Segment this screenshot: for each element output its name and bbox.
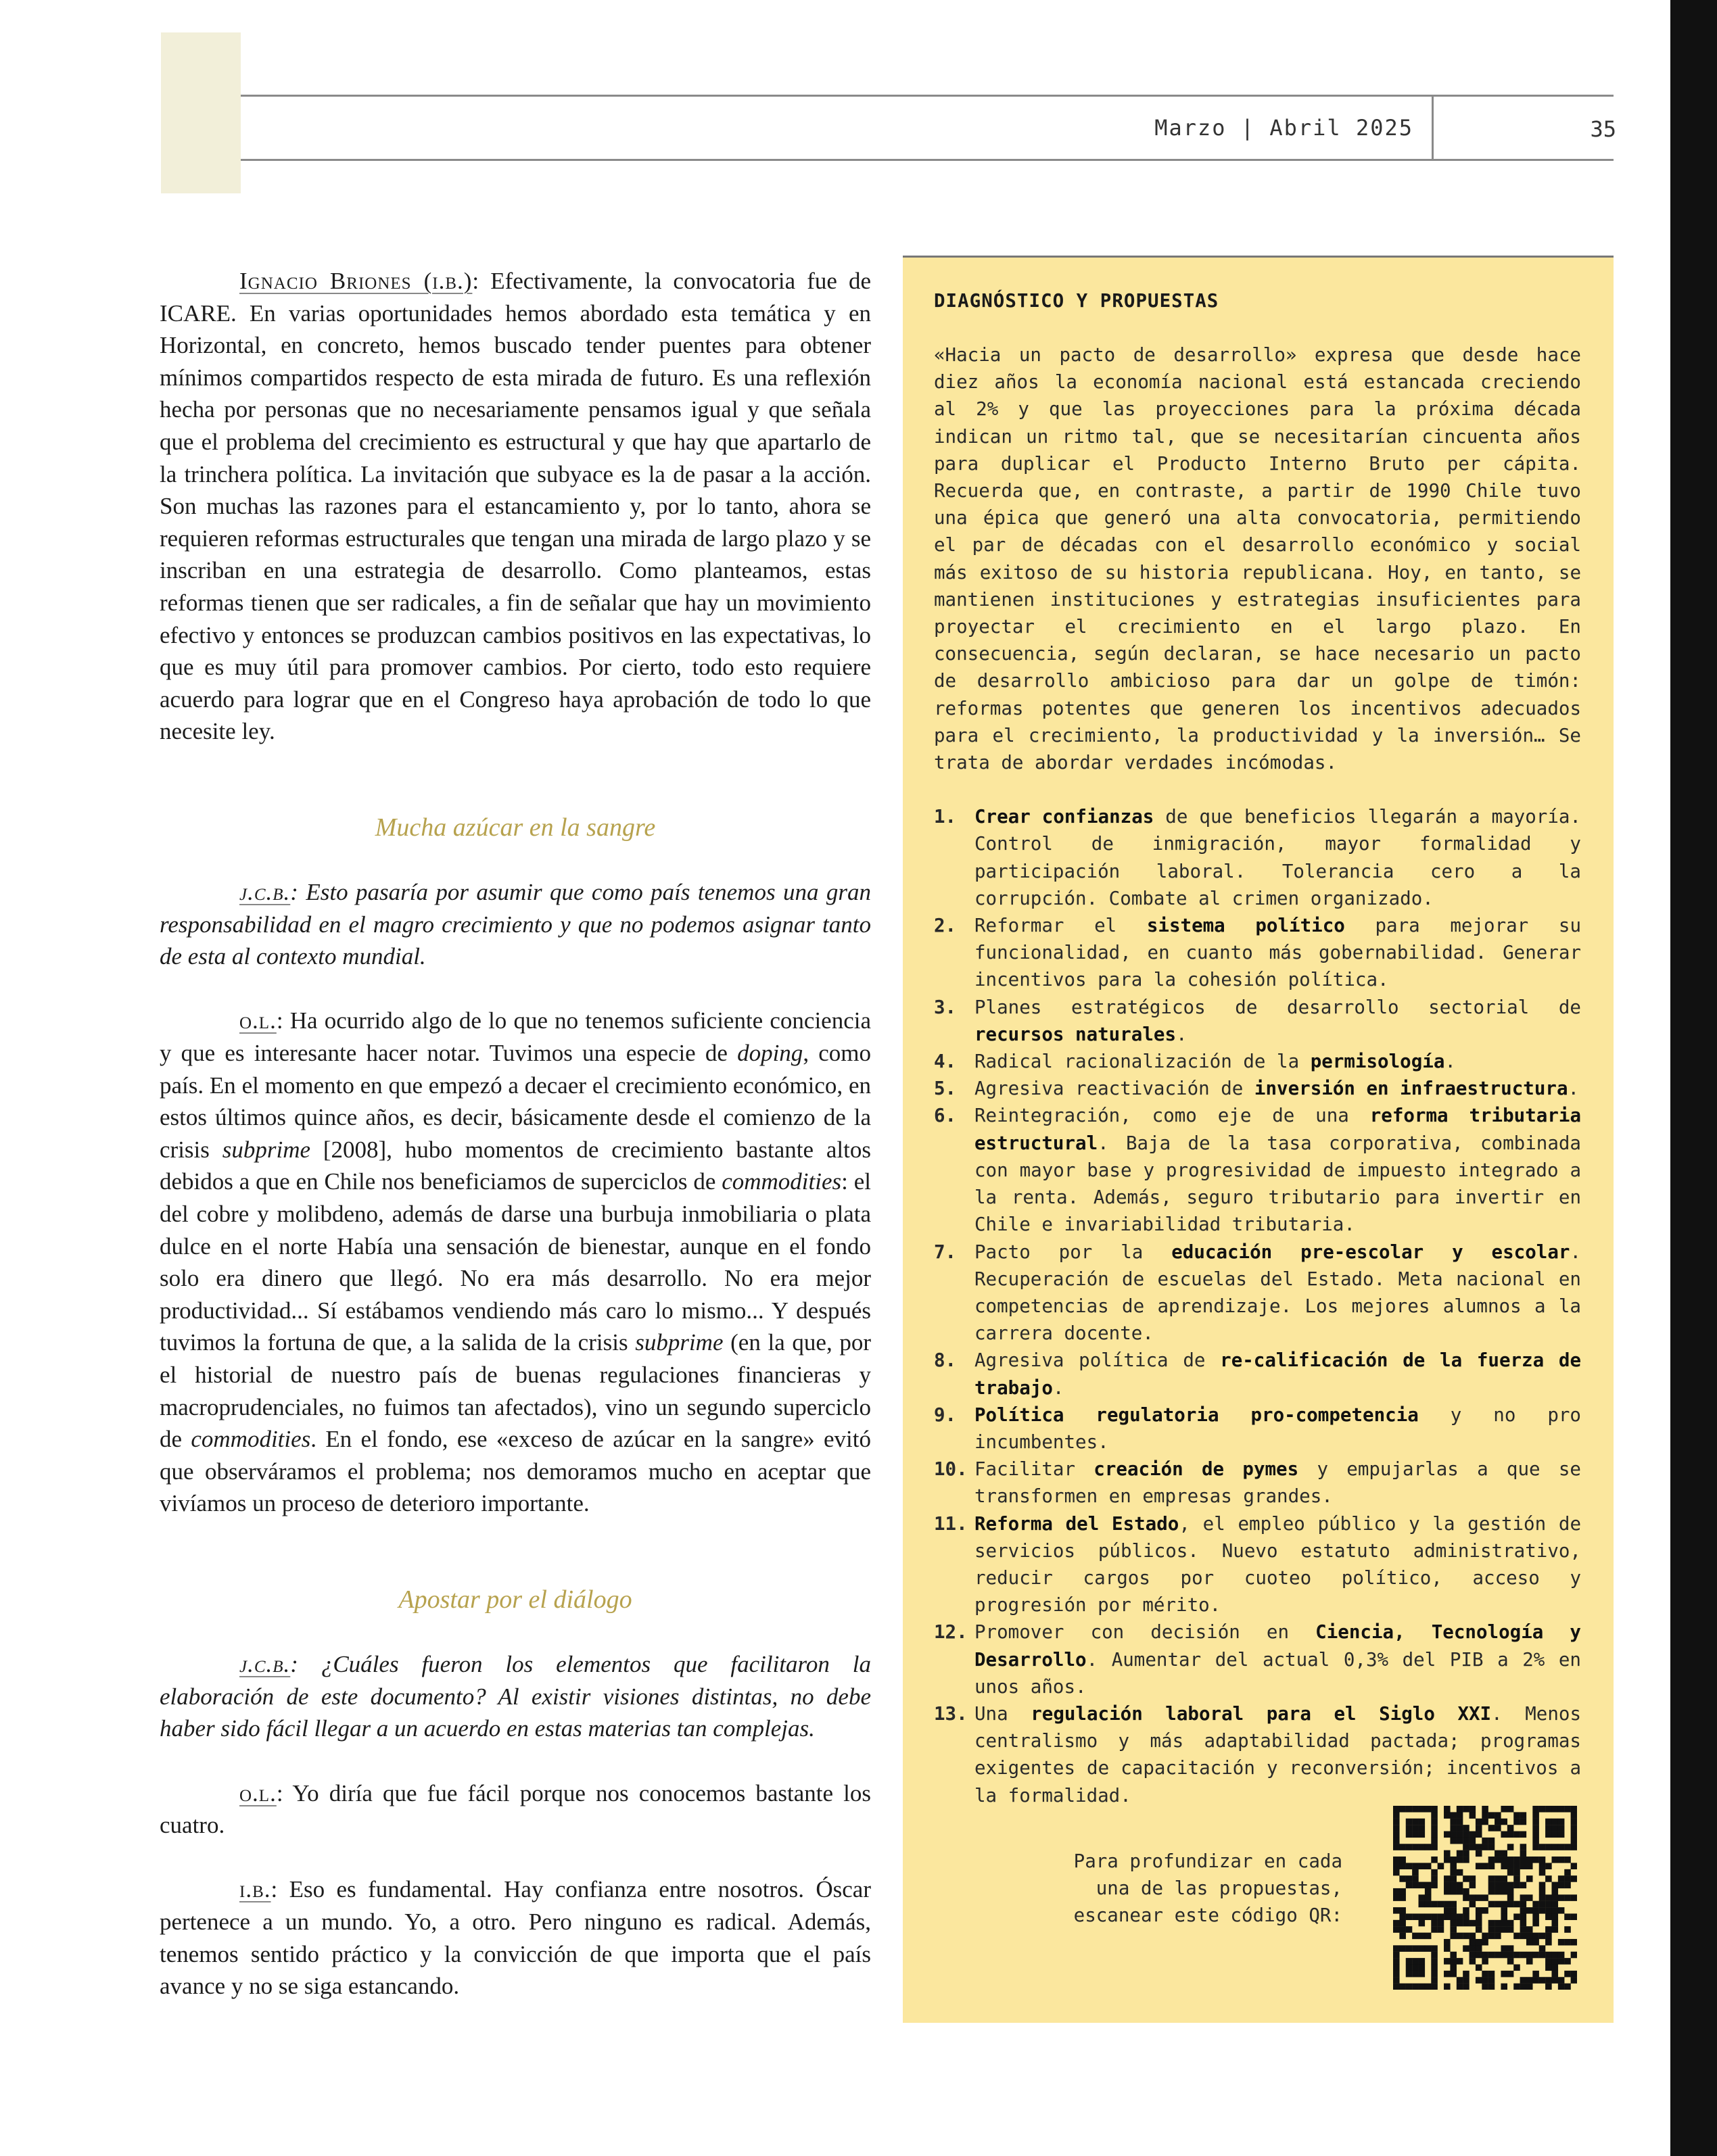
proposal-text: . Recuperación de escuelas del Estado. Meta nacional en competencias de aprendizaje. Los mejores alumnos a la carrera docente. <box>974 1241 1582 1345</box>
proposal-text: para mejorar su funcionalidad, en cuanto más gobernabilidad. Generar incentivos para la cohesión política. <box>974 915 1581 991</box>
issue-date: Marzo | Abril 2025 <box>1154 115 1413 141</box>
proposal-item <box>934 1075 1581 1102</box>
proposal-highlight: recursos naturales <box>974 1023 1177 1045</box>
proposal-number: 9. <box>934 1404 957 1426</box>
proposal-highlight: educación pre-escolar y escolar <box>1171 1241 1570 1263</box>
proposal-text: y no pro incumbentes. <box>974 1404 1581 1453</box>
proposal-item <box>934 1619 1581 1700</box>
speaker-label: j.c.b. <box>239 1651 291 1678</box>
page-number: 35 <box>1590 116 1616 142</box>
header-divider <box>1432 95 1434 161</box>
proposal-item <box>934 1102 1581 1238</box>
proposal-text: Promover con decisión en <box>974 1621 1316 1644</box>
proposal-number: 12. <box>934 1621 968 1644</box>
proposal-text: Agresiva reactivación de <box>974 1078 1254 1100</box>
section-heading: Mucha azúcar en la sangre <box>375 813 656 842</box>
proposal-text: Facilitar <box>974 1458 1094 1481</box>
corner-tab <box>161 32 241 193</box>
paragraph: o.l.: Ha ocurrido algo de lo que no tenemos suficiente conciencia y que es interesante hacer notar. Tuvimos una especie de doping, como país. En el momento en que empezó a decaer el crecimiento económico, en estos últimos quince años, es decir, básicamente desde el comienzo de la crisis subprime [2008], hubo momentos de crecimiento bastante altos debidos a que en Chile nos beneficiamos de superciclos de commodities: el del cobre y molibdeno, además de darse una burbuja inmobiliaria o plata dulce en el norte Había una sensación de bienestar, aunque en el fondo solo era dinero que llegó. No era más desarrollo. No era mejor productividad... Sí estábamos vendiendo más caro lo mismo... Y después tuvimos la fortuna de que, a la salida de la crisis subprime (en la que, por el historial de nuestro país de buenas regulaciones financieras y macroprudenciales, no fuimos tan afectados), vino un segundo superciclo de commodities. En el fondo, ese «exceso de azúcar en la sangre» evitó que observáramos el problema; nos demoramos mucho en aceptar que vivíamos un proceso de deterioro importante. <box>160 1007 871 1517</box>
interview-question: j.c.b.: ¿Cuáles fueron los elementos que facilitaron la elaboración de este documento? Al existir visiones distintas, no debe haber sido fácil llegar a un acuerdo en estas materias tan complejas. <box>160 1651 871 1742</box>
proposal-highlight: sistema político <box>1146 915 1345 937</box>
proposal-item <box>934 1700 1581 1809</box>
proposal-highlight: creación de pymes <box>1093 1458 1299 1481</box>
proposal-item <box>934 1510 1581 1619</box>
paragraph: o.l.: Yo diría que fue fácil porque nos conocemos bastante los cuatro. <box>160 1779 871 1839</box>
proposal-text: Reintegración, como eje de una <box>974 1105 1370 1127</box>
speaker-label: Ignacio Briones (i.b.) <box>239 268 473 294</box>
proposal-text: . <box>1444 1051 1456 1073</box>
proposal-number: 4. <box>934 1051 957 1073</box>
proposal-text: de que beneficios llegarán a mayoría. Control de inmigración, mayor formalidad y participación laboral. Tolerancia cero a la corrupción. Combate al crimen organizado. <box>974 806 1581 909</box>
page-edge <box>1670 0 1717 2156</box>
proposal-number: 11. <box>934 1512 968 1535</box>
proposal-text: . Menos centralismo y más adaptabilidad pactada; programas exigentes de capacitación y reconversión; incentivos a la formalidad. <box>974 1702 1581 1806</box>
proposal-highlight: reforma tributaria estructural <box>974 1105 1582 1154</box>
qr-caption: Para profundizar en cada una de las propuestas, escanear este código QR: <box>1073 1850 1342 1927</box>
sidebar-title: DIAGNÓSTICO Y PROPUESTAS <box>934 290 1219 312</box>
proposal-number: 5. <box>934 1078 957 1100</box>
proposal-number: 3. <box>934 996 957 1018</box>
proposal-highlight: regulación laboral para el Siglo XXI <box>1031 1702 1492 1725</box>
proposal-item <box>934 1347 1581 1401</box>
proposal-text: . <box>1568 1078 1580 1100</box>
header-rule-bottom <box>241 159 1614 161</box>
proposal-item <box>934 1456 1581 1510</box>
speaker-label: i.b. <box>239 1876 271 1903</box>
proposals-sidebar <box>903 256 1614 2023</box>
proposal-text: . <box>1052 1376 1064 1399</box>
proposal-text: y empujarlas a que se transformen en empresas grandes. <box>974 1458 1581 1508</box>
proposal-highlight: Ciencia, Tecnología y Desarrollo <box>974 1621 1581 1671</box>
proposal-highlight: Reforma del Estado <box>974 1512 1179 1535</box>
proposal-text: Pacto por la <box>974 1241 1172 1263</box>
proposal-item <box>934 1239 1581 1347</box>
proposal-text: . <box>1176 1023 1187 1045</box>
proposal-text: Radical racionalización de la <box>974 1051 1311 1073</box>
proposal-highlight: Crear confianzas <box>974 806 1154 828</box>
proposal-number: 2. <box>934 915 957 937</box>
proposal-text: Agresiva política de <box>974 1349 1221 1372</box>
paragraph: i.b.: Eso es fundamental. Hay confianza entre nosotros. Óscar pertenece a un mundo. Yo, a otro. Pero ninguno es radical. Además, tenemos sentido práctico y la convicción de que importa que el país avance y no se siga estancando. <box>160 1876 871 2000</box>
proposal-item <box>934 1048 1581 1075</box>
proposal-text: Planes estratégicos de desarrollo sectorial de <box>974 996 1581 1018</box>
proposal-item <box>934 912 1581 994</box>
proposal-item <box>934 994 1581 1048</box>
proposal-item <box>934 1402 1581 1456</box>
paragraph: Ignacio Briones (i.b.): Efectivamente, la convocatoria fue de ICARE. En varias oportunidades hemos abordado esta temática y en Horizontal, en concreto, hemos buscado tender puentes para obtener mínimos compartidos respecto de esta mirada de futuro. Es una reflexión hecha por personas que no necesariamente pensamos igual y que señala que el problema del crecimiento es estructural y que hay que apartarlo de la trinchera política. La invitación que subyace es la de pasar a la acción. Son muchas las razones para el estancamiento y, por lo tanto, ahora se requieren reformas estructurales que tengan una mirada de largo plazo y se inscriban en una estrategia de desarrollo. Como planteamos, estas reformas tienen que ser radicales, a fin de señalar que hay un movimiento efectivo y entonces se produzcan cambios positivos en las expectativas, lo que es muy útil para promover cambios. Por cierto, todo esto requiere acuerdo para lograr que en el Congreso haya aprobación de todo lo que necesite ley. <box>160 268 871 745</box>
proposal-number: 6. <box>934 1105 957 1127</box>
proposal-number: 1. <box>934 806 957 828</box>
proposal-text: Una <box>974 1702 1031 1725</box>
proposal-highlight: Política regulatoria pro-competencia <box>974 1404 1419 1426</box>
speaker-label: o.l. <box>239 1007 277 1034</box>
proposal-number: 10. <box>934 1458 968 1481</box>
proposal-highlight: inversión en infraestructura <box>1254 1078 1568 1100</box>
speaker-label: o.l. <box>239 1779 277 1806</box>
speaker-label: j.c.b. <box>239 879 291 906</box>
proposal-highlight: re-calificación de la fuerza de trabajo <box>974 1349 1581 1399</box>
proposal-number: 13. <box>934 1702 968 1725</box>
proposal-text: . Baja de la tasa corporativa, combinada con mayor base y progresividad de impuesto integrado a la renta. Además, seguro tributario para invertir en Chile e invariabilidad tributaria. <box>974 1132 1581 1236</box>
interview-question: j.c.b.: Esto pasaría por asumir que como país tenemos una gran responsabilidad en el magro crecimiento y que no podemos asignar tanto de esta al contexto mundial. <box>160 879 871 970</box>
proposal-number: 7. <box>934 1241 957 1263</box>
proposal-item <box>934 803 1581 912</box>
proposal-text: . Aumentar del actual 0,3% del PIB a 2% en unos años. <box>974 1648 1581 1698</box>
qr-code-icon[interactable] <box>1393 1806 1577 1990</box>
proposal-number: 8. <box>934 1349 957 1372</box>
proposal-text: Reformar el <box>974 915 1147 937</box>
proposal-list <box>934 803 1581 1809</box>
proposal-highlight: permisología <box>1310 1051 1445 1073</box>
sidebar-intro: «Hacia un pacto de desarrollo» expresa que desde hace diez años la economía nacional está estancada creciendo al 2% y que las proyecciones para la próxima década indican un ritmo tal, que se necesitarían cincuenta años para duplicar el Producto Interno Bruto per cápita. Recuerda que, en contraste, a partir de 1990 Chile tuvo una épica que generó una alta convocatoria, permitiendo el par de décadas con el desarrollo económico y social más exitoso de su historia republicana. Hoy, en tanto, se mantienen instituciones y estrategias insuficientes para proyectar el crecimiento en el largo plazo. En consecuencia, según declaran, se hace necesario un pacto de desarrollo ambicioso para dar un golpe de timón: reformas potentes que generen los incentivos adecuados para el crecimiento, la productividad y la inversión… Se trata de abordar verdades incómodas. <box>934 344 1581 774</box>
section-heading: Apostar por el diálogo <box>398 1585 632 1614</box>
proposal-text: , el empleo público y la gestión de servicios públicos. Nuevo estatuto administrativo, reducir cargos por cuoteo político, acceso y progresión por mérito. <box>974 1512 1581 1616</box>
article-column <box>160 265 871 2036</box>
header-rule-top <box>241 95 1614 97</box>
